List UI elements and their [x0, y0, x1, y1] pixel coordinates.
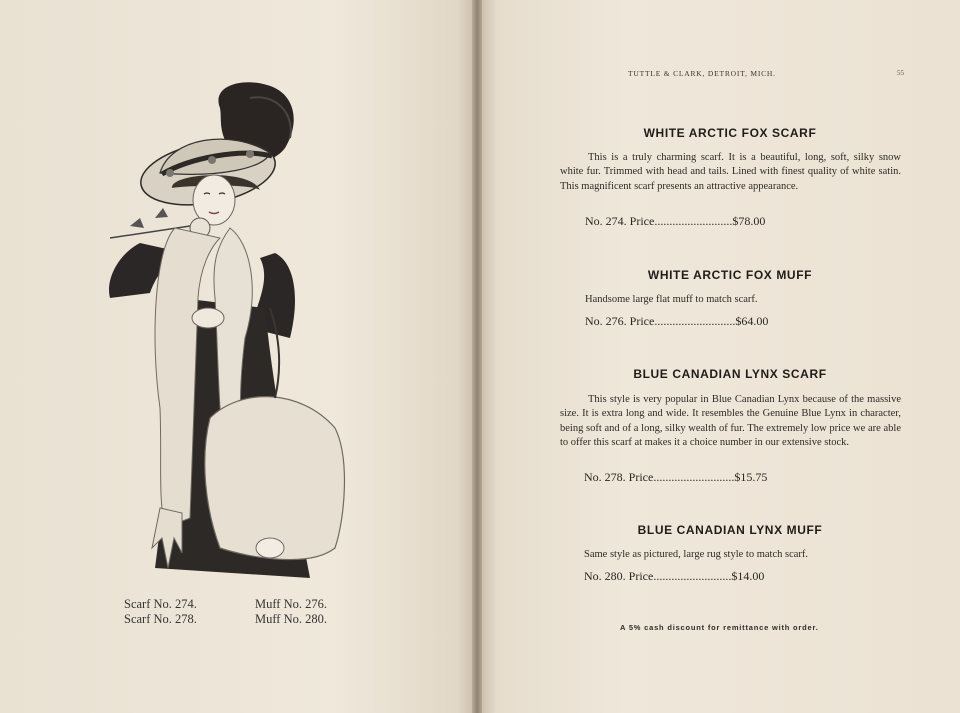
page-number: 55	[897, 69, 904, 77]
item-description-white-arctic-fox-muff: Handsome large flat muff to match scarf.	[585, 294, 758, 305]
item-description-blue-canadian-lynx-scarf: This style is very popular in Blue Canadian Lynx because of the massive size. It is extra long and wide. It resembles the Genuine Blue Lynx in character, being soft and of a long, silky wealth of fur. The extremely low price we are able to offer this scarf at makes it a choice number in our extensive stock.	[560, 394, 901, 448]
muff-caption-line-1: Muff No. 276.	[255, 597, 327, 611]
item-description-blue-canadian-lynx-muff: Same style as pictured, large rug style to match scarf.	[584, 549, 809, 560]
scarf-caption-line-1: Scarf No. 274.	[124, 597, 197, 611]
woman-in-fur-scarf-illustration	[100, 78, 350, 590]
left-page	[0, 0, 476, 713]
item-title-blue-canadian-lynx-muff: BLUE CANADIAN LYNX MUFF	[637, 523, 823, 537]
scarf-caption	[124, 597, 197, 627]
muff-caption-line-2: Muff No. 280.	[255, 612, 327, 626]
scarf-caption-line-2: Scarf No. 278.	[124, 612, 197, 626]
right-page	[478, 0, 960, 713]
item-price-278: No. 278. Price...........................$15.75	[584, 470, 768, 484]
item-description-white-arctic-fox-scarf: This is a truly charming scarf. It is a beautiful, long, soft, silky snow white fur. Trimmed with head and tails. Lined with finest quality of white satin. This magnificent scarf presents an attractive appearance.	[560, 152, 901, 192]
item-price-274: No. 274. Price..........................$78.00	[585, 214, 766, 228]
item-title-blue-canadian-lynx-scarf: BLUE CANADIAN LYNX SCARF	[633, 367, 827, 381]
item-title-white-arctic-fox-scarf: WHITE ARCTIC FOX SCARF	[643, 126, 817, 140]
book-gutter	[472, 0, 482, 713]
item-price-280: No. 280. Price..........................$14.00	[584, 569, 765, 583]
item-title-white-arctic-fox-muff: WHITE ARCTIC FOX MUFF	[647, 268, 813, 282]
cash-discount-footnote: A 5% cash discount for remittance with order.	[620, 623, 819, 632]
running-header: TUTTLE & CLARK, DETROIT, MICH.	[628, 69, 776, 78]
item-price-276: No. 276. Price...........................$64.00	[585, 314, 769, 328]
muff-caption	[255, 597, 327, 627]
